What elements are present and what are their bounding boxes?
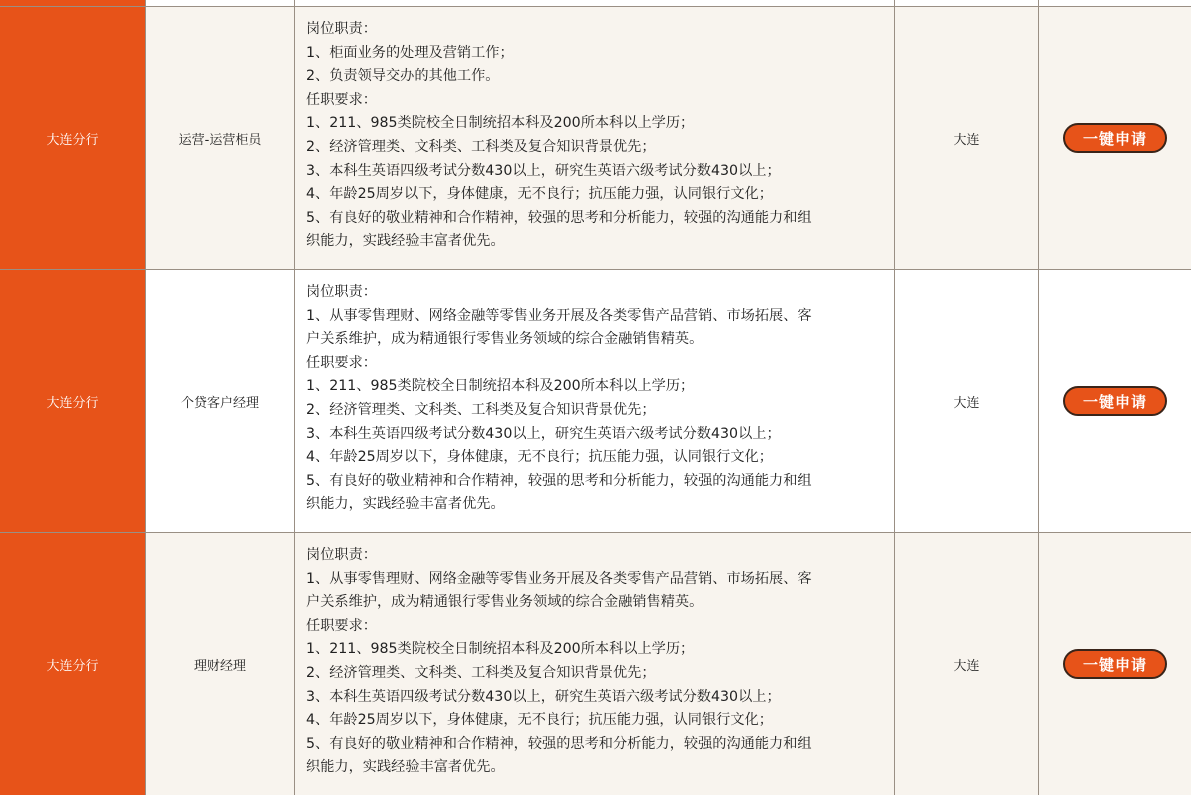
description-line: 织能力，实践经验丰富者优先。 [306,759,505,776]
action-cell [1039,7,1191,269]
description-line: 岗位职责： [306,547,377,563]
description-line: 户关系维护，成为精通银行零售业务领域的综合金融销售精英。 [306,594,704,611]
description-line: 4、年龄25周岁以下，身体健康，无不良行；抗压能力强，认同银行文化； [306,449,773,466]
position-name: 个贷客户经理 [180,395,259,411]
position-name: 运营-运营柜员 [178,132,262,148]
action-cell [1039,533,1191,795]
location-name: 大连 [953,132,980,148]
branch-cell [0,7,146,269]
position-cell [146,7,295,269]
description-line: 3、本科生英语四级考试分数430以上，研究生英语六级考试分数430以上； [306,688,781,705]
location-cell [895,7,1039,269]
position-cell [146,533,295,795]
description-line: 任职要求： [306,617,377,634]
description-line: 1、211、985类院校全日制统招本科及200所本科以上学历； [306,115,695,132]
table-row [0,6,1191,269]
location-cell [895,533,1039,795]
description-line: 岗位职责： [306,21,377,37]
description-line: 2、经济管理类、文科类、工科类及复合知识背景优先； [306,664,656,681]
branch-name: 大连分行 [46,132,99,148]
description-line: 织能力，实践经验丰富者优先。 [306,496,505,513]
description-line: 2、负责领导交办的其他工作。 [306,68,500,85]
description-line: 户关系维护，成为精通银行零售业务领域的综合金融销售精英。 [306,331,704,348]
description-line: 岗位职责： [306,284,377,300]
description-line: 5、有良好的敬业精神和合作精神，较强的思考和分析能力，较强的沟通能力和组 [306,209,812,226]
location-name: 大连 [953,395,980,411]
description-line: 1、211、985类院校全日制统招本科及200所本科以上学历； [306,378,695,395]
description-line: 2、经济管理类、文科类、工科类及复合知识背景优先； [306,138,656,155]
apply-button[interactable]: 一键申请 [1063,649,1167,679]
table-row [0,532,1191,795]
job-description [295,270,894,517]
description-line: 5、有良好的敬业精神和合作精神，较强的思考和分析能力，较强的沟通能力和组 [306,472,812,489]
branch-cell [0,270,146,532]
description-line: 任职要求： [306,354,377,371]
location-cell [895,270,1039,532]
description-cell [295,533,895,795]
position-name: 理财经理 [193,658,246,674]
description-line: 4、年龄25周岁以下，身体健康，无不良行；抗压能力强，认同银行文化； [306,712,773,729]
location-name: 大连 [953,658,980,674]
job-description [295,7,894,254]
description-line: 任职要求： [306,91,377,108]
branch-cell [0,533,146,795]
description-line: 1、从事零售理财、网络金融等零售业务开展及各类零售产品营销、市场拓展、客 [306,307,812,324]
description-line: 织能力，实践经验丰富者优先。 [306,233,505,250]
description-line: 1、从事零售理财、网络金融等零售业务开展及各类零售产品营销、市场拓展、客 [306,570,812,587]
description-line: 3、本科生英语四级考试分数430以上，研究生英语六级考试分数430以上； [306,162,781,179]
description-line: 3、本科生英语四级考试分数430以上，研究生英语六级考试分数430以上； [306,425,781,442]
table-row [0,269,1191,532]
description-line: 4、年龄25周岁以下，身体健康，无不良行；抗压能力强，认同银行文化； [306,186,773,203]
description-line: 5、有良好的敬业精神和合作精神，较强的思考和分析能力，较强的沟通能力和组 [306,735,812,752]
description-line: 1、211、985类院校全日制统招本科及200所本科以上学历； [306,641,695,658]
position-cell [146,270,295,532]
apply-button[interactable]: 一键申请 [1063,386,1167,416]
action-cell [1039,270,1191,532]
apply-button[interactable]: 一键申请 [1063,123,1167,153]
description-cell [295,270,895,532]
branch-name: 大连分行 [46,395,99,411]
description-line: 2、经济管理类、文科类、工科类及复合知识背景优先； [306,401,656,418]
description-cell [295,7,895,269]
branch-name: 大连分行 [46,658,99,674]
description-line: 1、柜面业务的处理及营销工作； [306,44,514,61]
job-description [295,533,894,780]
